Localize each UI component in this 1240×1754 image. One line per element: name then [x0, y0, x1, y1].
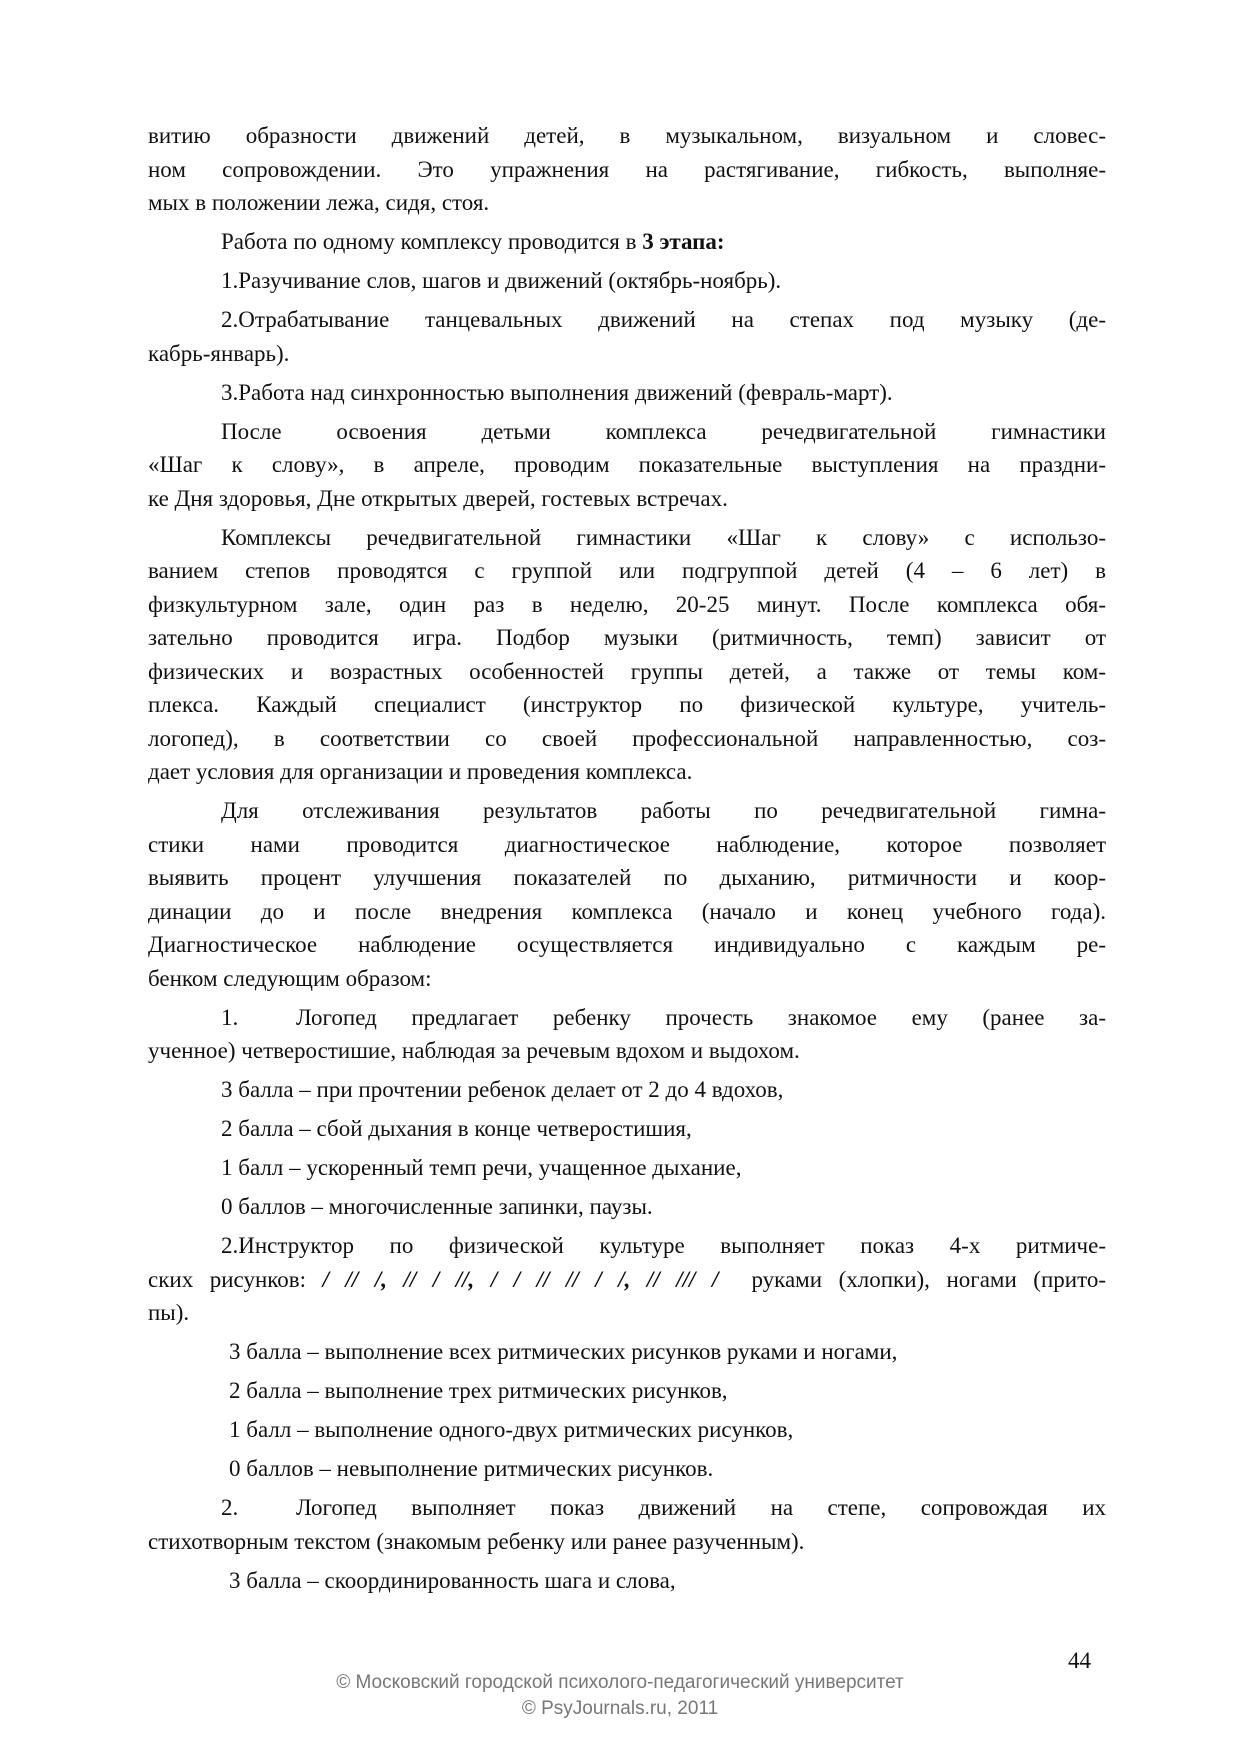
footer-copyright-university: © Московский городской психолого-педагогический университет	[336, 1672, 904, 1693]
text-line	[148, 1151, 1106, 1185]
text-line	[148, 1525, 1106, 1559]
page-number: 44	[1068, 1648, 1091, 1673]
text-line	[148, 1491, 1106, 1525]
line-text: ном сопровождении. Это упражнения на растягивание, гибкость, выполняе-	[148, 156, 1106, 182]
text-line	[148, 1452, 1106, 1486]
text-line	[148, 415, 1106, 449]
line-text: 3 балла – при прочтении ребенок делает от 2 до 4 вдохов,	[221, 1077, 784, 1102]
footer	[0, 1670, 1240, 1722]
line-text: динации до и после внедрения комплекса (начало и конец учебного года).	[148, 898, 1106, 924]
footer-copyright-site: © PsyJournals.ru, 2011	[521, 1698, 719, 1719]
line-text: 2.Отрабатывание танцевальных движений на степах под музыку (де-	[221, 307, 1106, 332]
text-line	[148, 1564, 1106, 1598]
line-text: ученное) четверостишие, наблюдая за речевым вдохом и выдохом.	[148, 1038, 800, 1063]
line-text: Диагностическое наблюдение осуществляется индивидуально с каждым ре-	[148, 932, 1106, 957]
paragraph	[148, 1413, 1106, 1447]
rhythm-pattern: / // /, // / //, / / // // / /, // /// /	[322, 1266, 719, 1292]
paragraph	[148, 1491, 1106, 1558]
line-text: 2.Инструктор по физической культуре выполняет показ 4-х ритмиче-	[221, 1233, 1106, 1258]
line-text: 1.Разучивание слов, шагов и движений (октябрь-ноябрь).	[221, 268, 782, 293]
paragraph	[148, 794, 1106, 995]
line-text: руками (хлопки), ногами (прито-	[718, 1266, 1106, 1292]
paragraph	[148, 225, 1106, 259]
line-text: выявить процент улучшения показателей по дыханию, ритмичности и коор-	[148, 865, 1106, 890]
text-line	[148, 588, 1106, 622]
line-text: ванием степов проводятся с группой или подгруппой детей (4 – 6 лет) в	[148, 558, 1106, 583]
paragraph	[148, 264, 1106, 298]
text-line	[148, 337, 1106, 371]
line-text: Комплексы речедвигательной гимнастики «Шаг к слову» с использо-	[221, 524, 1106, 550]
paragraph	[148, 1073, 1106, 1107]
line-text: 1 балл – ускоренный темп речи, учащенное дыхание,	[221, 1155, 742, 1180]
paragraph	[148, 119, 1106, 220]
line-text: стихотворным текстом (знакомым ребенку или ранее разученным).	[148, 1528, 805, 1554]
paragraph	[148, 521, 1106, 789]
text-line	[148, 1296, 1106, 1330]
text-line	[148, 1112, 1106, 1146]
line-text: физкультурном зале, один раз в неделю, 20-25 минут. После комплекса обя-	[148, 591, 1106, 617]
line-text: Логопед выполняет показ движений на степе, сопровождая их	[296, 1495, 1106, 1520]
text-line	[148, 482, 1106, 516]
paragraph	[148, 1112, 1106, 1146]
line-text: Для отслеживания результатов работы по речедвигательной гимна-	[221, 798, 1106, 823]
text-line	[148, 376, 1106, 410]
line-text: кабрь-январь).	[148, 340, 290, 366]
text-line	[148, 264, 1106, 298]
paragraph	[148, 1564, 1106, 1598]
bold-text: 3 этапа:	[642, 229, 725, 254]
paragraph	[148, 1001, 1106, 1068]
line-text: дает условия для организации и проведения комплекса.	[148, 759, 693, 784]
text-line	[148, 1001, 1106, 1035]
text-line	[148, 928, 1106, 962]
list-number: 2.	[221, 1495, 239, 1520]
paragraph	[148, 415, 1106, 516]
line-text: зательно проводится игра. Подбор музыки (ритмичность, темп) зависит от	[148, 625, 1106, 650]
line-text: витию образности движений детей, в музыкальном, визуальном и словес-	[148, 123, 1106, 148]
line-text: ских рисунков:	[148, 1266, 323, 1292]
text-line	[148, 448, 1106, 482]
paragraph	[148, 1151, 1106, 1185]
line-text: 1 балл – выполнение одного-двух ритмических рисунков,	[229, 1417, 794, 1442]
text-line	[148, 1073, 1106, 1107]
paragraph	[148, 1374, 1106, 1408]
text-line	[148, 828, 1106, 862]
line-text: физических и возрастных особенностей группы детей, а также от темы ком-	[148, 658, 1106, 684]
text-line	[148, 621, 1106, 655]
paragraph	[148, 1229, 1106, 1330]
text-line	[148, 655, 1106, 689]
text-line	[148, 794, 1106, 828]
line-text: стики нами проводится диагностическое наблюдение, которое позволяет	[148, 831, 1106, 857]
paragraph	[148, 1452, 1106, 1486]
line-text: 2 балла – сбой дыхания в конце четверостишия,	[221, 1116, 692, 1141]
line-text: 0 баллов – многочисленные запинки, паузы.	[221, 1194, 653, 1219]
line-text: 3.Работа над синхронностью выполнения движений (февраль-март).	[221, 379, 893, 405]
line-text: 3 балла – скоординированность шага и слова,	[229, 1567, 676, 1593]
line-text: 2 балла – выполнение трех ритмических рисунков,	[229, 1378, 728, 1403]
line-text: ке Дня здоровья, Дне открытых дверей, гостевых встречах.	[148, 485, 728, 511]
text-line	[148, 895, 1106, 929]
line-text: логопед), в соответствии со своей профессиональной направленностью, соз-	[148, 725, 1106, 751]
line-text: Работа по одному комплексу проводится в	[221, 229, 643, 254]
line-text: После освоения детьми комплекса речедвигательной гимнастики	[221, 418, 1106, 444]
text-line	[148, 153, 1106, 187]
text-line	[148, 755, 1106, 789]
text-line	[148, 225, 1106, 259]
paragraph	[148, 1335, 1106, 1369]
line-text: плекса. Каждый специалист (инструктор по физической культуре, учитель-	[148, 692, 1106, 717]
line-text: пы).	[148, 1300, 190, 1325]
text-line	[148, 1413, 1106, 1447]
list-number: 1.	[221, 1004, 239, 1030]
text-line	[148, 119, 1106, 153]
text-line	[148, 722, 1106, 756]
line-text: 3 балла – выполнение всех ритмических рисунков руками и ногами,	[229, 1339, 898, 1364]
text-line	[148, 861, 1106, 895]
text-line	[148, 962, 1106, 996]
text-line	[148, 1034, 1106, 1068]
text-line	[148, 1263, 1106, 1297]
text-line	[148, 554, 1106, 588]
line-text: «Шаг к слову», в апреле, проводим показательные выступления на праздни-	[148, 452, 1106, 477]
text-line	[148, 303, 1106, 337]
line-text: Логопед предлагает ребенку прочесть знакомое ему (ранее за-	[296, 1004, 1106, 1030]
text-line	[148, 688, 1106, 722]
paragraph	[148, 376, 1106, 410]
text-line	[148, 186, 1106, 220]
document-body	[148, 119, 1106, 1603]
text-line	[148, 1229, 1106, 1263]
text-line	[148, 1190, 1106, 1224]
paragraph	[148, 303, 1106, 370]
line-text: мых в положении лежа, сидя, стоя.	[148, 190, 490, 215]
text-line	[148, 1335, 1106, 1369]
text-line	[148, 1374, 1106, 1408]
paragraph	[148, 1190, 1106, 1224]
text-line	[148, 521, 1106, 555]
line-text: бенком следующим образом:	[148, 965, 432, 991]
line-text: 0 баллов – невыполнение ритмических рисунков.	[229, 1456, 714, 1481]
